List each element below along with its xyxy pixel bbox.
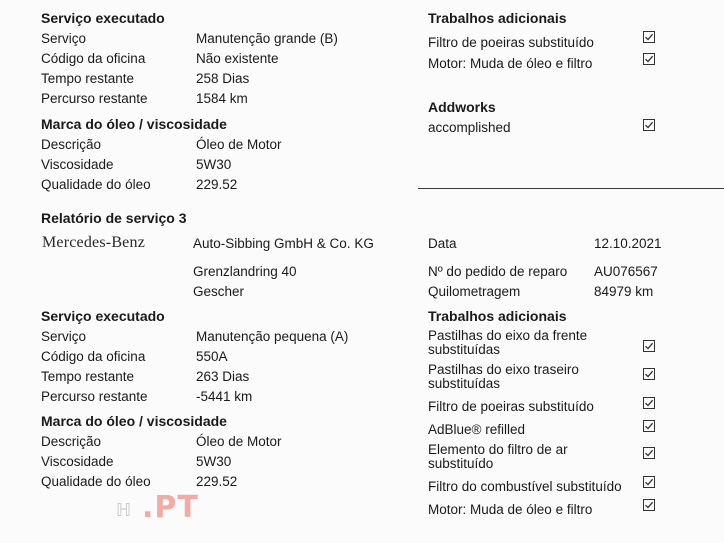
row-label: Percurso restante <box>41 91 148 106</box>
dealer-name: Auto-Sibbing GmbH & Co. KG <box>193 236 374 251</box>
row-label: Serviço <box>41 329 87 344</box>
row-value: 258 Dias <box>196 71 250 86</box>
row-value: 1584 km <box>196 91 248 106</box>
extra-work-item: Filtro de poeiras substituído <box>428 399 594 414</box>
checked-box-icon <box>643 397 655 409</box>
checked-box-icon <box>643 447 655 459</box>
watermark-icon: ℍ <box>116 500 132 521</box>
meta-label: Data <box>428 236 457 251</box>
dealer-street: Grenzlandring 40 <box>193 264 297 279</box>
row-value: Manutenção grande (B) <box>196 31 338 46</box>
mercedes-benz-logo: Mercedes-Benz <box>42 234 145 251</box>
meta-value: 12.10.2021 <box>594 236 662 251</box>
addworks-heading: Addworks <box>428 99 496 115</box>
extra-work-item: Pastilhas do eixo da frente substituídas <box>428 328 588 357</box>
extra-works-heading: Trabalhos adicionais <box>428 308 567 324</box>
row-value: 550A <box>196 349 228 364</box>
oil-row-value: Óleo de Motor <box>196 137 282 152</box>
meta-label: Quilometragem <box>428 284 521 299</box>
row-value: 263 Dias <box>196 369 250 384</box>
extra-work-item: AdBlue® refilled <box>428 422 525 437</box>
watermark: .PT <box>142 490 199 525</box>
checked-box-icon <box>643 499 655 511</box>
extra-work-item: Filtro de poeiras substituído <box>428 35 594 50</box>
checked-box-icon <box>643 31 655 43</box>
report-title: Relatório de serviço 3 <box>41 210 187 226</box>
oil-row-label: Descrição <box>41 434 102 449</box>
extra-work-item: Motor: Muda de óleo e filtro <box>428 56 593 71</box>
oil-row-value: 5W30 <box>196 157 232 172</box>
row-label: Tempo restante <box>41 71 135 86</box>
row-label: Serviço <box>41 31 87 46</box>
oil-row-value: 229.52 <box>196 474 238 489</box>
extra-work-item: Elemento do filtro de ar substituído <box>428 442 568 471</box>
row-label: Código da oficina <box>41 51 146 66</box>
oil-heading: Marca do óleo / viscosidade <box>41 413 227 429</box>
oil-heading: Marca do óleo / viscosidade <box>41 116 227 132</box>
checked-box-icon <box>643 53 655 65</box>
row-value: -5441 km <box>196 389 253 404</box>
dealer-city: Gescher <box>193 284 245 299</box>
oil-row-label: Viscosidade <box>41 157 114 172</box>
oil-row-label: Qualidade do óleo <box>41 177 151 192</box>
service-executed-heading: Serviço executado <box>41 308 165 324</box>
checked-box-icon <box>643 420 655 432</box>
row-label: Percurso restante <box>41 389 148 404</box>
oil-row-value: 229.52 <box>196 177 238 192</box>
meta-label: Nº do pedido de reparo <box>428 264 568 279</box>
extra-work-item: Filtro do combustível substituído <box>428 479 622 494</box>
oil-row-value: 5W30 <box>196 454 232 469</box>
addworks-item: accomplished <box>428 120 511 135</box>
checked-box-icon <box>643 368 655 380</box>
row-value: Manutenção pequena (A) <box>196 329 349 344</box>
extra-works-heading: Trabalhos adicionais <box>428 10 567 26</box>
meta-value: AU076567 <box>594 264 658 279</box>
oil-row-label: Descrição <box>41 137 102 152</box>
oil-row-value: Óleo de Motor <box>196 434 282 449</box>
extra-work-item: Motor: Muda de óleo e filtro <box>428 502 593 517</box>
oil-row-label: Viscosidade <box>41 454 114 469</box>
section-divider <box>418 188 724 189</box>
row-value: Não existente <box>196 51 279 66</box>
meta-value: 84979 km <box>594 284 654 299</box>
row-label: Código da oficina <box>41 349 146 364</box>
service-executed-heading: Serviço executado <box>41 10 165 26</box>
oil-row-label: Qualidade do óleo <box>41 474 151 489</box>
checked-box-icon <box>643 340 655 352</box>
extra-work-item: Pastilhas do eixo traseiro substituídas <box>428 362 579 391</box>
row-label: Tempo restante <box>41 369 135 384</box>
checked-box-icon <box>643 119 655 131</box>
checked-box-icon <box>643 476 655 488</box>
